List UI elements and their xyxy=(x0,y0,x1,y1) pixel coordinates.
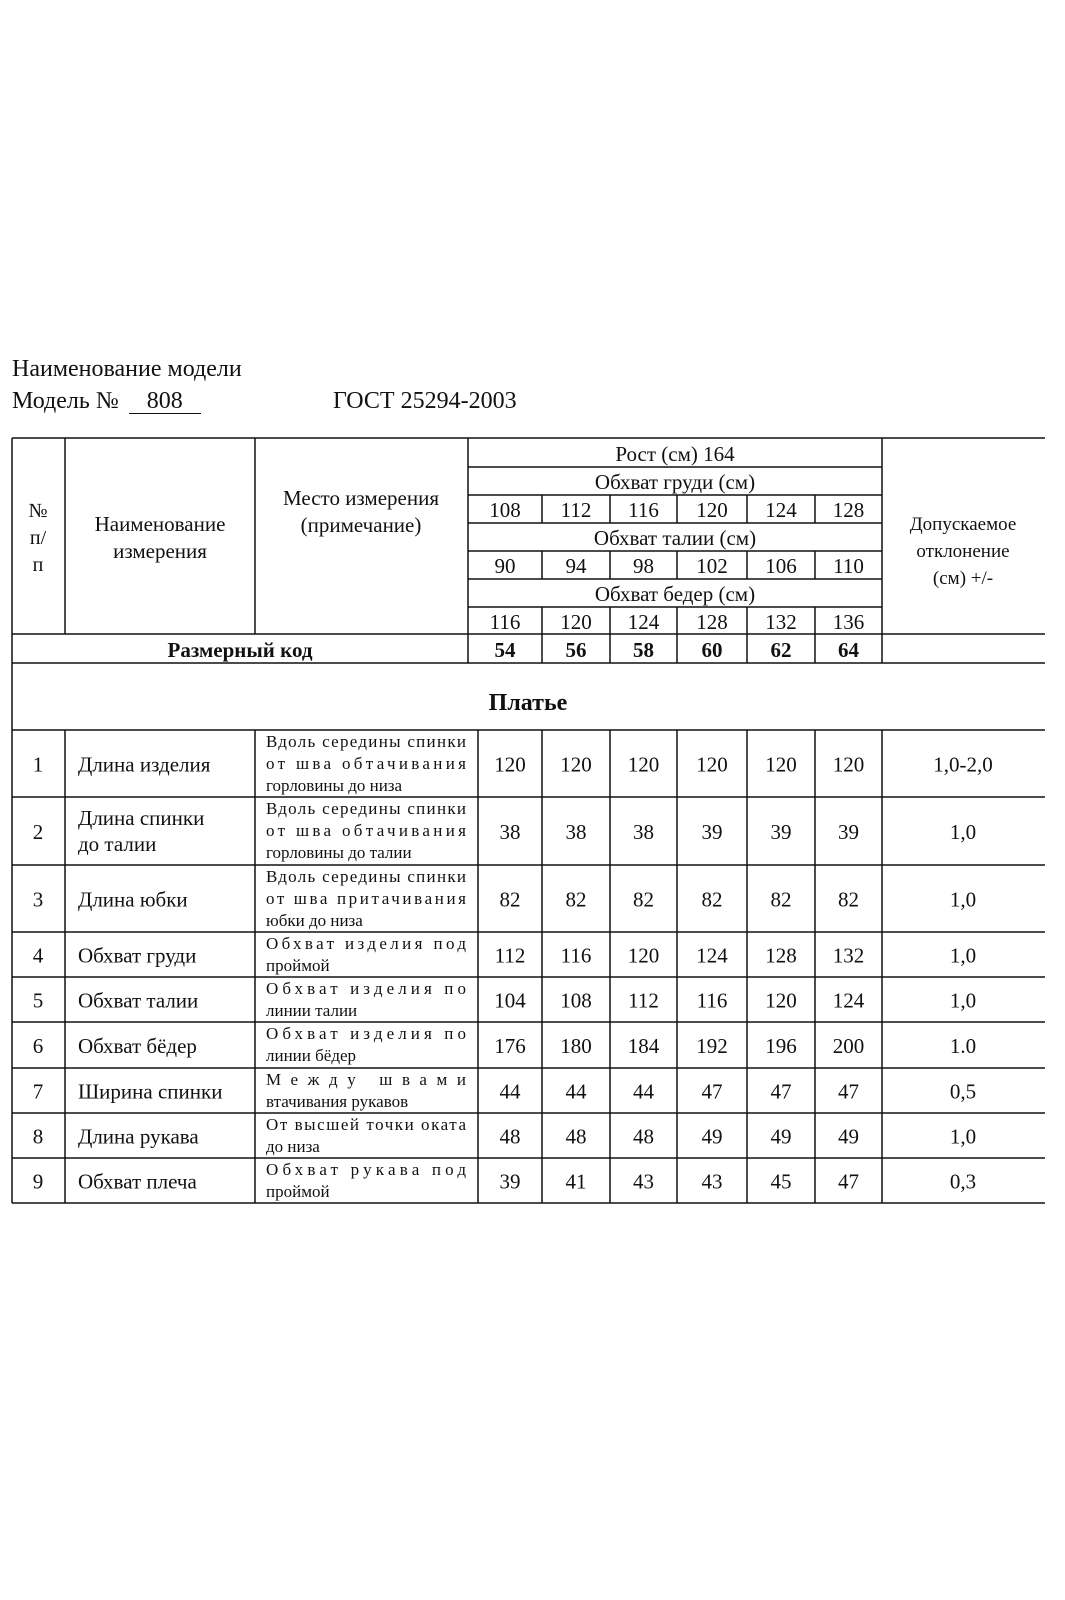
waist-label: Обхват талии (см) xyxy=(593,526,757,550)
row-value: 82 xyxy=(565,887,587,912)
chest-value: 112 xyxy=(560,498,592,522)
row-value: 47 xyxy=(701,1079,723,1104)
col-header-place: (примечание) xyxy=(300,513,422,537)
row-value: 39 xyxy=(701,820,723,844)
gost-standard: ГОСТ 25294-2003 xyxy=(333,388,517,414)
row-value: 39 xyxy=(499,1169,521,1194)
row-name: Длина рукава xyxy=(78,1124,199,1149)
row-place: юбки до низа xyxy=(266,911,363,930)
waist-value: 110 xyxy=(833,554,864,578)
row-place: От высшей точки оката xyxy=(266,1115,466,1134)
row-value: 38 xyxy=(499,820,521,844)
col-header-num: № xyxy=(28,500,48,522)
row-place: Обхват изделия под xyxy=(266,934,466,953)
row-number: 1 xyxy=(32,752,44,777)
col-header-name: Наименование xyxy=(94,512,226,536)
model-label: Модель № xyxy=(12,388,119,414)
row-value: 192 xyxy=(696,1034,728,1058)
row-tolerance: 1.0 xyxy=(949,1034,977,1058)
row-value: 120 xyxy=(494,752,526,777)
model-number: 808 xyxy=(129,389,201,414)
row-place: горловины до талии xyxy=(266,843,412,862)
row-value: 38 xyxy=(633,820,654,844)
row-value: 47 xyxy=(838,1169,859,1194)
row-place: от шва притачивания xyxy=(266,889,466,908)
row-value: 120 xyxy=(696,752,728,777)
hip-value: 120 xyxy=(560,610,592,634)
row-number: 8 xyxy=(32,1124,44,1149)
row-value: 44 xyxy=(633,1079,654,1104)
row-name: Обхват плеча xyxy=(78,1169,197,1194)
hip-value: 132 xyxy=(765,610,797,634)
row-value: 82 xyxy=(838,887,859,912)
row-value: 49 xyxy=(838,1124,859,1149)
row-value: 48 xyxy=(499,1124,521,1149)
row-tolerance: 0,3 xyxy=(949,1169,977,1194)
row-value: 44 xyxy=(565,1079,587,1104)
hip-value: 116 xyxy=(489,610,521,634)
row-name: Длина изделия xyxy=(78,752,211,777)
height-label: Рост (см) 164 xyxy=(615,442,735,466)
size-code-label: Размерный код xyxy=(167,638,313,662)
row-value: 47 xyxy=(838,1079,859,1104)
row-value: 200 xyxy=(832,1034,865,1058)
row-number: 5 xyxy=(32,988,44,1013)
row-value: 43 xyxy=(633,1169,654,1194)
row-value: 44 xyxy=(499,1079,521,1104)
row-value: 45 xyxy=(770,1169,792,1194)
hip-value: 124 xyxy=(627,610,660,634)
row-tolerance: 0,5 xyxy=(949,1079,977,1104)
row-place: от шва обтачивания xyxy=(266,754,466,773)
row-value: 120 xyxy=(832,752,865,777)
row-value: 184 xyxy=(627,1034,660,1058)
row-value: 120 xyxy=(765,988,797,1013)
row-place: Обхват рукава под xyxy=(266,1160,466,1179)
waist-value: 98 xyxy=(633,554,654,578)
row-value: 124 xyxy=(832,988,865,1013)
row-number: 4 xyxy=(32,943,44,968)
waist-value: 90 xyxy=(494,554,516,578)
waist-value: 106 xyxy=(765,554,797,578)
row-tolerance: 1,0 xyxy=(949,988,977,1013)
row-place: Вдоль середины спинки xyxy=(266,732,466,751)
section-title: Платье xyxy=(488,690,568,716)
chest-value: 128 xyxy=(832,498,865,522)
row-value: 196 xyxy=(765,1034,797,1058)
row-value: 39 xyxy=(770,820,792,844)
row-place: горловины до низа xyxy=(266,776,403,795)
row-number: 6 xyxy=(32,1034,44,1058)
row-value: 124 xyxy=(696,943,728,968)
row-number: 7 xyxy=(32,1079,44,1104)
row-value: 116 xyxy=(560,943,592,968)
row-value: 82 xyxy=(633,887,654,912)
row-value: 82 xyxy=(499,887,521,912)
row-value: 132 xyxy=(832,943,865,968)
row-name: Обхват талии xyxy=(78,988,199,1013)
chest-value: 116 xyxy=(628,498,659,522)
row-tolerance: 1,0 xyxy=(949,1124,977,1149)
row-value: 48 xyxy=(565,1124,587,1149)
row-value: 112 xyxy=(628,988,659,1013)
row-value: 47 xyxy=(770,1079,792,1104)
row-value: 120 xyxy=(627,943,660,968)
row-name: Обхват груди xyxy=(78,943,197,968)
row-value: 43 xyxy=(701,1169,723,1194)
row-value: 120 xyxy=(765,752,797,777)
row-value: 82 xyxy=(701,887,723,912)
row-place: Обхват изделия по xyxy=(266,979,466,998)
col-header-name: измерения xyxy=(113,539,207,563)
chest-label: Обхват груди (см) xyxy=(594,470,756,494)
row-place: до низа xyxy=(266,1137,320,1156)
row-place: линии талии xyxy=(266,1001,358,1020)
row-place: линии бёдер xyxy=(266,1046,357,1065)
row-place: проймой xyxy=(266,956,330,975)
col-header-num: п/ xyxy=(29,527,47,549)
row-value: 104 xyxy=(494,988,526,1013)
row-name: Длина юбки xyxy=(78,887,188,912)
size-code-value: 64 xyxy=(838,638,859,662)
size-code-value: 56 xyxy=(565,638,587,662)
row-value: 116 xyxy=(696,988,728,1013)
row-name: до талии xyxy=(78,832,157,856)
chest-value: 120 xyxy=(696,498,728,522)
row-place: Обхват изделия по xyxy=(266,1024,466,1043)
col-header-tolerance: Допускаемое xyxy=(909,514,1017,535)
row-tolerance: 1,0-2,0 xyxy=(933,752,993,777)
col-header-tolerance: (см) +/- xyxy=(932,568,994,589)
size-code-value: 58 xyxy=(633,638,654,662)
row-tolerance: 1,0 xyxy=(949,820,977,844)
row-value: 180 xyxy=(560,1034,592,1058)
row-number: 2 xyxy=(32,820,44,844)
row-value: 48 xyxy=(633,1124,654,1149)
row-value: 49 xyxy=(770,1124,792,1149)
row-value: 38 xyxy=(565,820,587,844)
hip-label: Обхват бедер (см) xyxy=(594,582,756,606)
row-value: 176 xyxy=(494,1034,526,1058)
row-value: 41 xyxy=(565,1169,587,1194)
size-code-value: 60 xyxy=(701,638,723,662)
row-place: Вдоль середины спинки xyxy=(266,799,466,818)
size-code-value: 54 xyxy=(494,638,516,662)
row-tolerance: 1,0 xyxy=(949,943,977,968)
chest-value: 108 xyxy=(489,498,521,522)
row-place: Между швами xyxy=(266,1070,466,1089)
model-name-label: Наименование модели xyxy=(12,356,242,382)
row-name: Длина спинки xyxy=(78,806,205,830)
col-header-place: Место измерения xyxy=(282,486,440,510)
row-number: 3 xyxy=(32,887,44,912)
row-value: 49 xyxy=(701,1124,723,1149)
col-header-tolerance: отклонение xyxy=(916,541,1010,562)
hip-value: 136 xyxy=(832,610,865,634)
row-value: 112 xyxy=(494,943,526,968)
row-name: Обхват бёдер xyxy=(78,1034,197,1058)
row-name: Ширина спинки xyxy=(78,1079,223,1104)
row-value: 128 xyxy=(765,943,797,968)
row-place: проймой xyxy=(266,1182,330,1201)
row-place: втачивания рукавов xyxy=(266,1092,409,1111)
col-header-num: п xyxy=(32,554,44,576)
row-number: 9 xyxy=(32,1169,44,1194)
waist-value: 94 xyxy=(565,554,587,578)
row-place: от шва обтачивания xyxy=(266,821,466,840)
chest-value: 124 xyxy=(765,498,797,522)
row-tolerance: 1,0 xyxy=(949,887,977,912)
row-value: 120 xyxy=(627,752,660,777)
row-value: 82 xyxy=(770,887,792,912)
hip-value: 128 xyxy=(696,610,728,634)
row-value: 39 xyxy=(838,820,859,844)
size-code-value: 62 xyxy=(770,638,792,662)
row-value: 108 xyxy=(560,988,592,1013)
row-value: 120 xyxy=(560,752,592,777)
row-place: Вдоль середины спинки xyxy=(266,867,466,886)
waist-value: 102 xyxy=(696,554,728,578)
